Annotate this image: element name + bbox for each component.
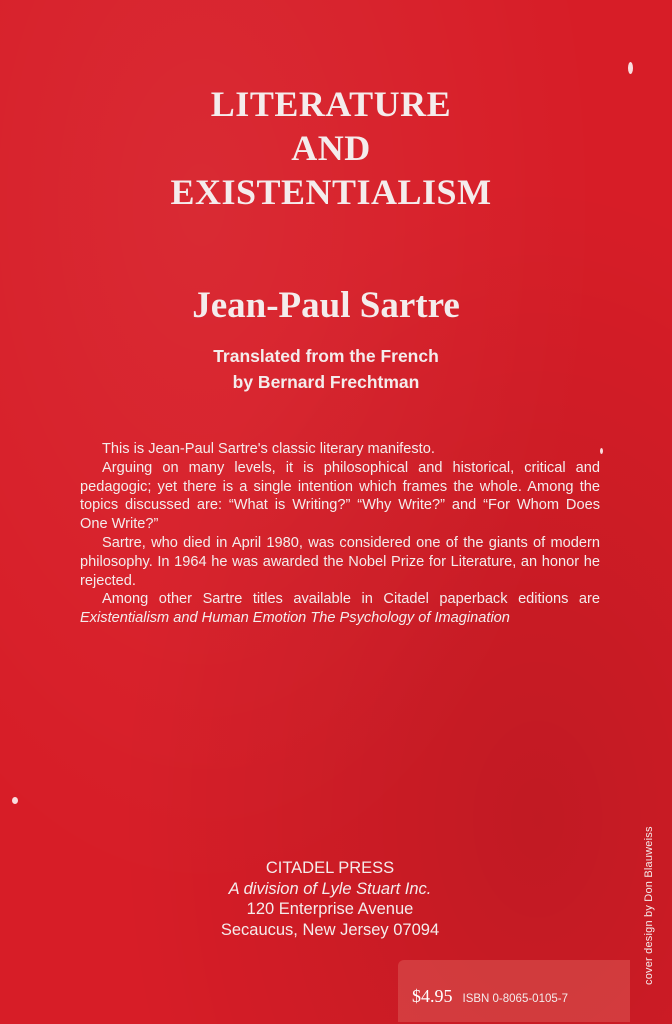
publisher-street: 120 Enterprise Avenue [246, 900, 414, 918]
blurb-paragraph-2: Arguing on many levels, it is philosophical and historical, critical and pedagogic; yet there is a single intention which frames the whole. Among the topics discussed are: “What is Writing?” “Why Write?” and “For Whom Does One Write?” [80, 459, 600, 533]
publisher-division: A division of Lyle Stuart Inc. [228, 879, 432, 898]
isbn-label: ISBN 0-8065-0105-7 [462, 993, 568, 1005]
price-isbn-row [412, 986, 568, 1007]
price-label: $4.95 [412, 986, 453, 1006]
blurb-paragraph-1: This is Jean-Paul Sartre's classic literary manifesto. [102, 441, 435, 457]
author-name: Jean-Paul Sartre [192, 285, 460, 326]
cover-scuff-mark [600, 448, 603, 454]
title-line-3: EXISTENTIALISM [170, 172, 492, 212]
translator-line-2: by Bernard Frechtman [232, 372, 420, 392]
blurb-paragraph-4 [80, 590, 600, 628]
blurb-other-titles: Existentialism and Human Emotion The Psychology of Imagination [80, 610, 510, 627]
blurb-paragraph-4-intro: Among other Sartre titles available in Citadel paperback editions are [102, 591, 600, 608]
publisher-block [200, 858, 460, 940]
title-line-1: LITERATURE [210, 84, 452, 124]
blurb-text [80, 440, 600, 628]
translator-line-1: Translated from the French [213, 346, 439, 366]
cover-design-credit: cover design by Don Blauweiss [643, 826, 655, 985]
publisher-name: CITADEL PRESS [265, 859, 395, 877]
publisher-city: Secaucus, New Jersey 07094 [220, 920, 440, 939]
cover-scuff-mark [12, 797, 18, 804]
book-title [0, 82, 672, 214]
translator-credit [0, 343, 662, 395]
blurb-paragraph-3: Sartre, who died in April 1980, was considered one of the giants of modern philosophy. In 1964 he was awarded the Nobel Prize for Literature, an honor he rejected. [80, 534, 600, 589]
title-line-2: AND [291, 128, 371, 168]
cover-scuff-mark [628, 62, 633, 74]
